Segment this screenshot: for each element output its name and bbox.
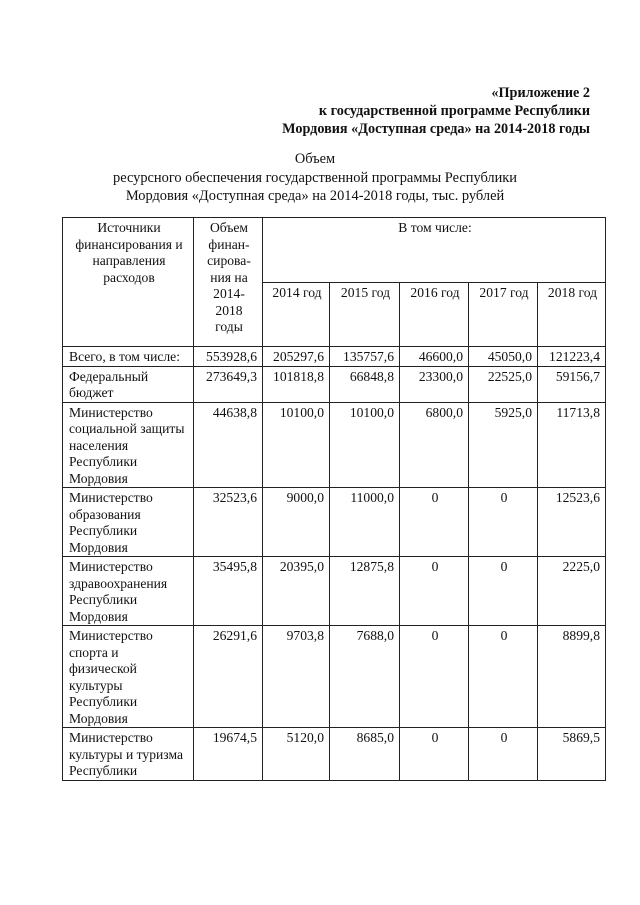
header-year-2015: 2015 год (330, 282, 400, 347)
cell-year-value: 10100,0 (263, 402, 330, 488)
table-row (63, 402, 606, 488)
header-year-2018: 2018 год (538, 282, 606, 347)
cell-year-value: 10100,0 (330, 402, 400, 488)
table-row (63, 488, 606, 557)
cell-year-value: 5120,0 (263, 728, 330, 781)
cell-total: 553928,6 (194, 347, 263, 367)
header-year-2014: 2014 год (263, 282, 330, 347)
appendix-header (282, 84, 590, 138)
cell-year-value: 20395,0 (263, 557, 330, 626)
cell-year-value: 0 (400, 488, 469, 557)
cell-year-value: 46600,0 (400, 347, 469, 367)
cell-year-value: 0 (469, 626, 538, 728)
header-including: В том числе: (263, 218, 606, 283)
heading-line-3: Мордовия «Доступная среда» на 2014-2018 годы, тыс. рублей (125, 188, 505, 204)
cell-year-value: 11713,8 (538, 402, 606, 488)
table-row (63, 347, 606, 367)
cell-total: 273649,3 (194, 366, 263, 402)
cell-source: Всего, в том числе: (63, 347, 194, 367)
cell-year-value: 205297,6 (263, 347, 330, 367)
appendix-line-2: к государственной программе Республики (318, 103, 590, 119)
cell-year-value: 8899,8 (538, 626, 606, 728)
table-row (63, 728, 606, 781)
cell-year-value: 5869,5 (538, 728, 606, 781)
cell-year-value: 0 (469, 728, 538, 781)
table-row (63, 366, 606, 402)
cell-year-value: 23300,0 (400, 366, 469, 402)
cell-year-value: 66848,8 (330, 366, 400, 402)
header-year-2016: 2016 год (400, 282, 469, 347)
heading-line-2: ресурсного обеспечения государственной программы Республики (113, 169, 517, 186)
cell-year-value: 135757,6 (330, 347, 400, 367)
cell-year-value: 0 (400, 557, 469, 626)
cell-total: 44638,8 (194, 402, 263, 488)
heading-line-1: Объем (294, 151, 336, 167)
cell-year-value: 22525,0 (469, 366, 538, 402)
header-year-2017: 2017 год (469, 282, 538, 347)
table-row (63, 626, 606, 728)
cell-year-value: 121223,4 (538, 347, 606, 367)
cell-year-value: 45050,0 (469, 347, 538, 367)
cell-year-value: 101818,8 (263, 366, 330, 402)
cell-source: Министерство социальной защиты населения Республики Мордовия (63, 402, 194, 488)
cell-year-value: 8685,0 (330, 728, 400, 781)
cell-year-value: 0 (469, 488, 538, 557)
cell-year-value: 5925,0 (469, 402, 538, 488)
table-body (63, 347, 606, 781)
appendix-line-1: «Приложение 2 (491, 85, 590, 101)
cell-year-value: 0 (400, 626, 469, 728)
cell-year-value: 12523,6 (538, 488, 606, 557)
cell-year-value: 9000,0 (263, 488, 330, 557)
header-total: Объем финан-сирова-ния на 2014-2018 годы (194, 218, 263, 347)
cell-year-value: 0 (400, 728, 469, 781)
cell-year-value: 12875,8 (330, 557, 400, 626)
cell-year-value: 7688,0 (330, 626, 400, 728)
cell-source: Министерство образования Республики Мордовия (63, 488, 194, 557)
appendix-line-3: Мордовия «Доступная среда» на 2014-2018 годы (282, 121, 590, 137)
cell-total: 19674,5 (194, 728, 263, 781)
cell-source: Министерство здравоохранения Республики Мордовия (63, 557, 194, 626)
cell-source: Министерство культуры и туризма Республики (63, 728, 194, 781)
cell-total: 26291,6 (194, 626, 263, 728)
document-heading (100, 150, 530, 206)
cell-year-value: 6800,0 (400, 402, 469, 488)
cell-year-value: 11000,0 (330, 488, 400, 557)
cell-year-value: 59156,7 (538, 366, 606, 402)
cell-source: Министерство спорта и физической культуры Республики Мордовия (63, 626, 194, 728)
cell-year-value: 9703,8 (263, 626, 330, 728)
cell-year-value: 0 (469, 557, 538, 626)
cell-source: Федеральный бюджет (63, 366, 194, 402)
header-source: Источники финансирования и направления расходов (63, 218, 194, 347)
cell-total: 35495,8 (194, 557, 263, 626)
funding-table (62, 217, 606, 781)
cell-total: 32523,6 (194, 488, 263, 557)
cell-year-value: 2225,0 (538, 557, 606, 626)
table-row (63, 557, 606, 626)
